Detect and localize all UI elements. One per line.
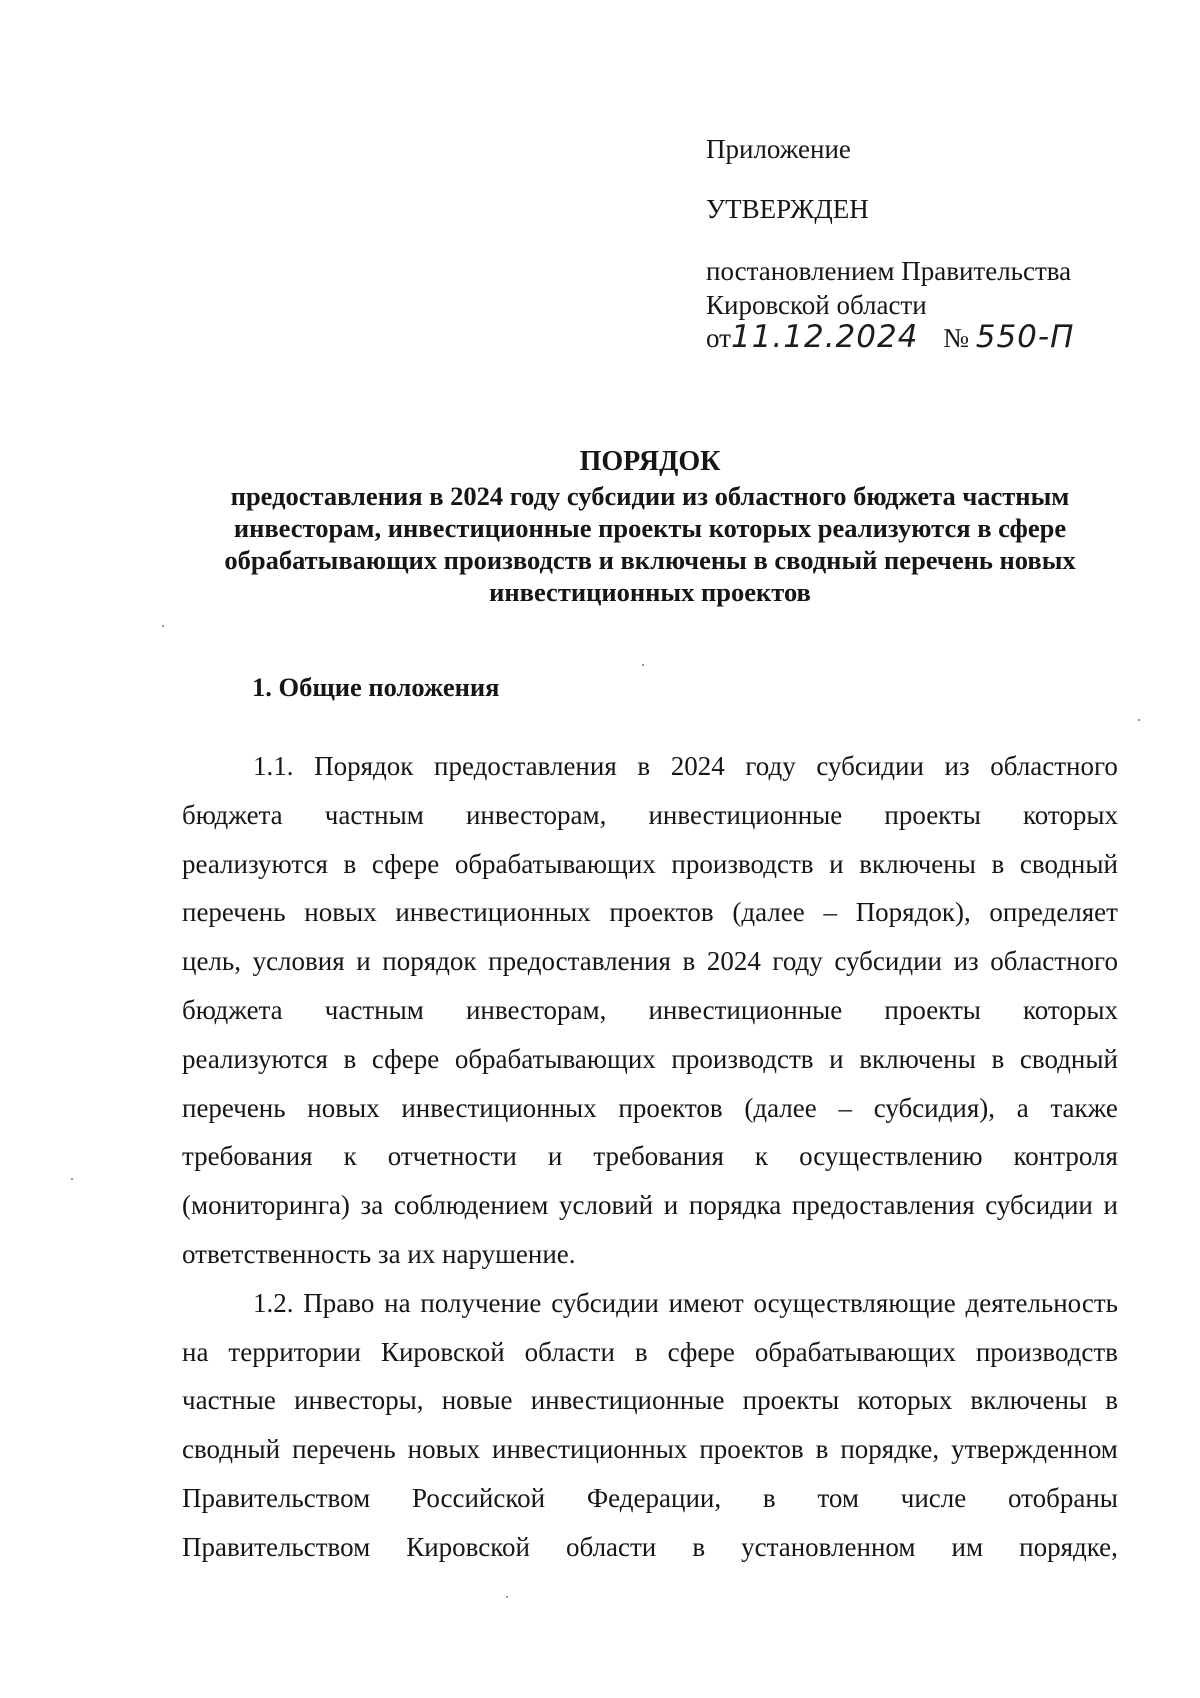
word: требования <box>593 1141 724 1172</box>
paragraph-line <box>182 1288 1118 1337</box>
paragraph-line <box>182 995 1118 1044</box>
paragraph-line <box>182 946 1118 995</box>
word: отобраны <box>1008 1482 1118 1513</box>
paragraph-line <box>182 1337 1118 1386</box>
paragraph-line <box>182 1141 1118 1190</box>
word: за <box>360 1190 384 1221</box>
word: проектов <box>609 897 714 928</box>
word: году <box>745 751 796 781</box>
word: сфере <box>371 1043 440 1074</box>
paragraph-line <box>182 1044 1118 1093</box>
word: цель, <box>182 946 241 977</box>
word: утвержденном <box>951 1434 1118 1465</box>
word: в <box>682 946 696 977</box>
word: области <box>524 1336 615 1367</box>
paragraph-line <box>182 1434 1118 1483</box>
word: порядка <box>688 1190 782 1221</box>
word: 2024 <box>706 946 761 977</box>
scan-speck <box>71 1178 73 1180</box>
word: в <box>815 1434 829 1465</box>
title-sub-line: предоставления в 2024 году субсидии из областного бюджета частным <box>230 481 1070 511</box>
word: перечень <box>182 897 286 928</box>
word: на <box>384 1287 411 1318</box>
word: субсидии <box>551 1287 659 1318</box>
number-sign: № <box>943 323 969 353</box>
word: Правительством <box>182 1531 371 1562</box>
word: Порядок <box>314 751 414 781</box>
word: и <box>829 1043 844 1074</box>
word: на <box>182 1336 209 1367</box>
title-sub <box>170 480 1130 608</box>
word: включены <box>970 1385 1088 1416</box>
approved-by-line-2: Кировской области <box>706 290 927 320</box>
word: установленном <box>741 1531 916 1562</box>
scan-speck <box>506 1596 508 1598</box>
word: бюджета <box>182 994 283 1025</box>
word: предоставления <box>434 751 617 781</box>
word: Российской <box>411 1482 546 1513</box>
word: в <box>991 1043 1005 1074</box>
word: ответственность за их нарушение. <box>182 1238 576 1269</box>
word: сводный <box>1019 1043 1118 1074</box>
title-sub-line: обрабатывающих производств и включены в сводный перечень новых <box>224 545 1076 575</box>
word: из <box>944 751 970 781</box>
word: условий <box>559 1190 654 1221</box>
word: (мониторинга) <box>182 1190 350 1221</box>
paragraph-line <box>182 1385 1118 1434</box>
paragraph-line <box>182 1483 1118 1532</box>
word: (далее <box>732 897 805 928</box>
paragraph-line <box>182 1532 1118 1581</box>
word: получение <box>420 1287 542 1318</box>
scan-speck <box>642 664 644 666</box>
word: порядке, <box>840 1434 940 1465</box>
word: которых <box>857 1385 953 1416</box>
word: в <box>1105 1385 1118 1416</box>
handwritten-number: 550-П <box>975 319 1075 355</box>
word: субсидии <box>985 1190 1093 1221</box>
word: также <box>1050 1092 1118 1123</box>
section-heading: 1. Общие положения <box>252 672 500 702</box>
word: обрабатывающих <box>454 848 656 879</box>
word: числе <box>900 1482 967 1513</box>
word: обрабатывающих <box>454 1043 656 1074</box>
word: новых <box>307 1092 380 1123</box>
paragraph-line <box>182 849 1118 898</box>
word: в <box>762 1482 776 1513</box>
word: инвесторы, <box>294 1385 424 1416</box>
word: проектов <box>699 1434 804 1465</box>
word: – <box>823 897 837 928</box>
word: сфере <box>371 848 440 879</box>
word: том <box>817 1482 859 1513</box>
word: субсидия), <box>873 1092 995 1123</box>
word: осуществляющие <box>753 1287 956 1318</box>
word: в <box>343 1043 357 1074</box>
handwritten-date: 11.12.2024 <box>730 319 919 355</box>
word: инвестиционных <box>395 897 591 928</box>
approved-label: УТВЕРЖДЕН <box>706 194 869 224</box>
word: инвестиционных <box>492 1434 688 1465</box>
word: Правительством <box>182 1482 371 1513</box>
date-prefix: от <box>706 323 731 353</box>
word: Федерации, <box>586 1482 722 1513</box>
word: частным <box>324 994 424 1025</box>
word: и <box>356 946 371 977</box>
word: которых <box>1023 799 1118 830</box>
scan-speck <box>162 625 164 627</box>
paragraph-line <box>182 800 1118 849</box>
word: – <box>838 1092 852 1123</box>
word: в <box>692 1531 706 1562</box>
scan-speck <box>1138 719 1140 721</box>
word: производств <box>671 848 814 879</box>
approval-date-number <box>706 320 1074 355</box>
title-sub-line: инвестиционных проектов <box>489 577 811 607</box>
word: проекты <box>884 799 981 830</box>
word: частные <box>182 1385 276 1416</box>
word: инвестиционные <box>530 1385 725 1416</box>
paragraph-line <box>182 1239 1118 1288</box>
paragraph-line <box>182 751 1118 800</box>
word: производств <box>975 1336 1118 1367</box>
word: определяет <box>989 897 1118 928</box>
word: отчетности <box>387 1141 517 1172</box>
word: условия <box>252 946 345 977</box>
word: году <box>772 946 823 977</box>
word: контроля <box>1013 1141 1118 1172</box>
word: Право <box>303 1287 375 1318</box>
body-text <box>182 751 1118 1581</box>
word: предоставления <box>791 1190 975 1221</box>
word: 1.1. <box>253 751 294 781</box>
word: инвесторам, <box>465 799 607 830</box>
word: проектов <box>618 1092 723 1123</box>
word: из <box>953 946 979 977</box>
word: инвесторам, <box>465 994 607 1025</box>
word: областного <box>990 946 1118 977</box>
word: в <box>343 848 357 879</box>
word: частным <box>324 799 424 830</box>
word: бюджета <box>182 799 283 830</box>
approved-by-line-1: постановлением Правительства <box>706 256 1072 286</box>
word: имеют <box>668 1287 744 1318</box>
word: предоставления <box>488 946 671 977</box>
word: Кировской <box>406 1531 530 1562</box>
word: новых <box>407 1434 480 1465</box>
word: проекты <box>742 1385 840 1416</box>
paragraph-line <box>182 897 1118 946</box>
word: а <box>1016 1092 1029 1123</box>
word: и <box>1103 1190 1118 1221</box>
word: субсидии <box>834 946 942 977</box>
word: инвестиционные <box>648 994 843 1025</box>
word: сфере <box>667 1336 735 1367</box>
word: к <box>754 1141 769 1172</box>
word: требования <box>182 1141 313 1172</box>
paragraph-line <box>182 1093 1118 1142</box>
title-sub-line: инвесторам, инвестиционные проекты которых реализуются в сфере <box>233 513 1067 543</box>
word: 1.2. <box>253 1287 294 1318</box>
word: сводный <box>1019 848 1118 879</box>
title-main: ПОРЯДОК <box>579 446 721 477</box>
word: новые <box>441 1385 513 1416</box>
word: реализуются <box>182 1043 328 1074</box>
word: деятельность <box>965 1287 1118 1318</box>
word: в <box>634 1336 648 1367</box>
word: и <box>547 1141 563 1172</box>
word: обрабатывающих <box>754 1336 956 1367</box>
word: реализуются <box>182 848 328 879</box>
word: проекты <box>884 994 981 1025</box>
word: 2024 <box>670 751 725 781</box>
word: в <box>637 751 651 781</box>
word: осуществлению <box>799 1141 983 1172</box>
word: и <box>829 848 844 879</box>
word: производств <box>671 1043 814 1074</box>
word: в <box>991 848 1005 879</box>
word: Порядок), <box>855 897 971 928</box>
word: территории <box>228 1336 361 1367</box>
word: которых <box>1023 994 1118 1025</box>
document-title <box>170 444 1130 608</box>
word: перечень <box>292 1434 396 1465</box>
word: инвестиционные <box>648 799 843 830</box>
word: области <box>566 1531 657 1562</box>
word: соблюдением <box>393 1190 549 1221</box>
word: Кировской <box>380 1336 505 1367</box>
paragraph-line <box>182 1190 1118 1239</box>
word: порядке, <box>1019 1531 1118 1562</box>
word: и <box>663 1190 679 1221</box>
word: новых <box>304 897 377 928</box>
word: к <box>343 1141 357 1172</box>
word: перечень <box>182 1092 286 1123</box>
word: (далее <box>744 1092 817 1123</box>
word: им <box>951 1531 984 1562</box>
appendix-label: Приложение <box>706 134 851 164</box>
word: включены <box>859 848 976 879</box>
word: сводный <box>182 1434 281 1465</box>
word: порядок <box>382 946 477 977</box>
word: включены <box>859 1043 976 1074</box>
word: областного <box>990 751 1118 781</box>
word: субсидии <box>816 751 924 781</box>
word: инвестиционных <box>401 1092 597 1123</box>
